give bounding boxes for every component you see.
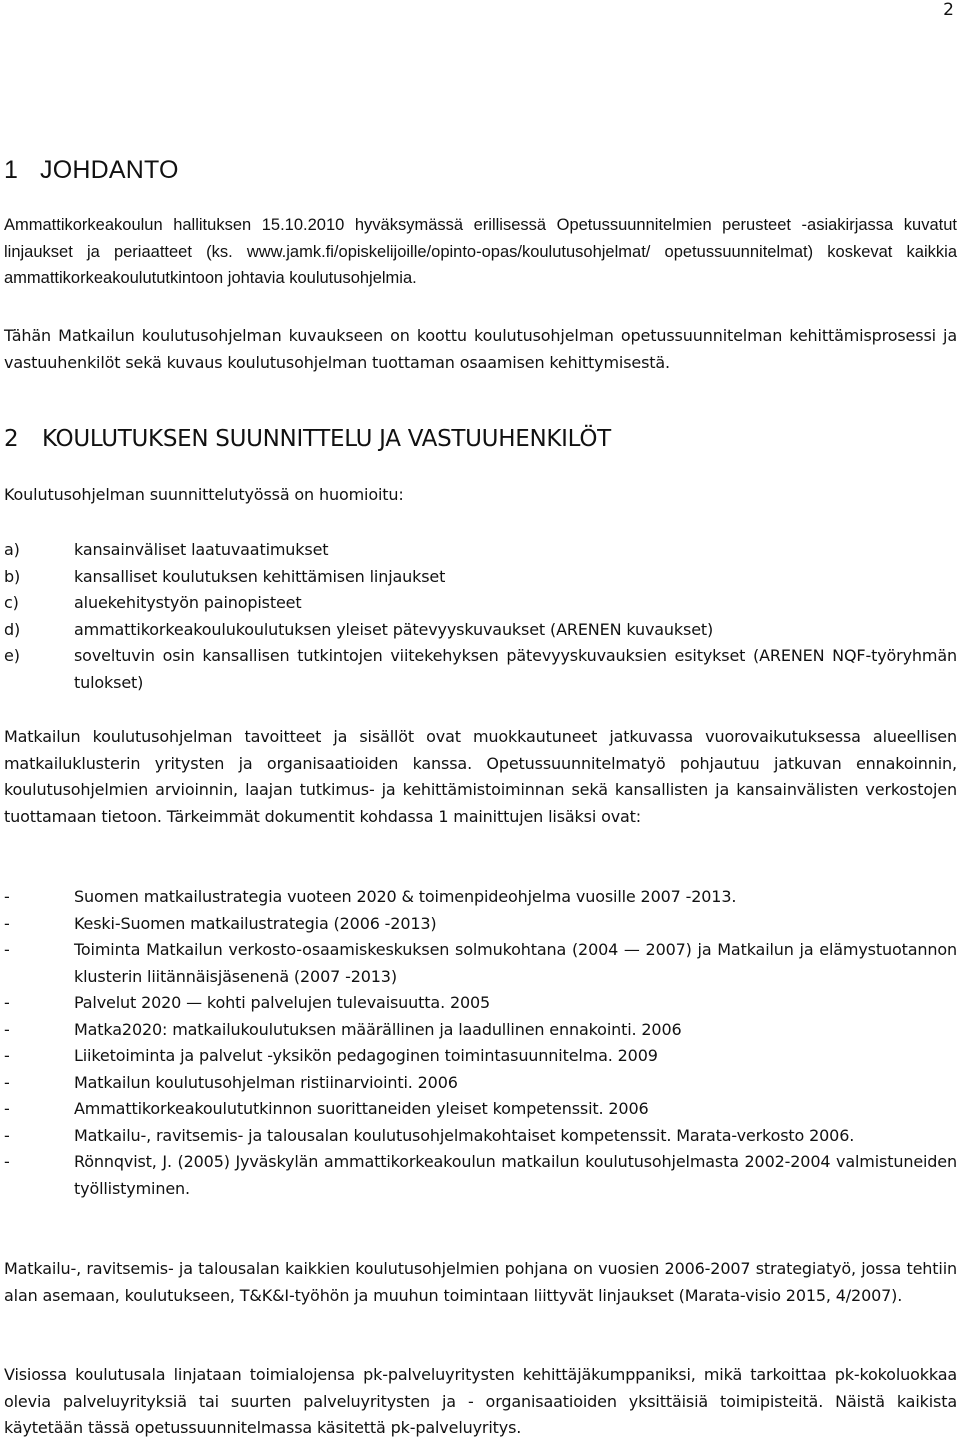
list-marker: a) <box>4 540 20 559</box>
list-item <box>4 643 957 696</box>
list-item <box>4 1043 957 1070</box>
considerations-list <box>4 537 957 696</box>
planning-intro: Koulutusohjelman suunnittelutyössä on huomioitu: <box>4 485 404 504</box>
list-item <box>4 911 957 938</box>
list-item <box>4 1070 957 1097</box>
list-item <box>4 1096 957 1123</box>
documents-list <box>4 884 957 1202</box>
section-1-title: JOHDANTO <box>40 156 179 184</box>
list-item <box>4 617 957 644</box>
section-2-title: KOULUTUKSEN SUUNNITTELU JA VASTUUHENKILÖT <box>42 426 611 452</box>
list-marker: - <box>4 1072 10 1092</box>
list-item-text: soveltuvin osin kansallisen tutkintojen viitekehyksen pätevyyskuvauksien esitykset (ARENEN NQF-työryhmän tulokset) <box>74 646 957 692</box>
list-item-text: Matka2020: matkailukoulutuksen määrällinen ja laadullinen ennakointi. 2006 <box>74 1019 682 1039</box>
list-item <box>4 937 957 990</box>
list-item-text: Keski-Suomen matkailustrategia (2006 -2013) <box>74 913 437 933</box>
list-item <box>4 1017 957 1044</box>
list-item <box>4 990 957 1017</box>
list-item-text: kansainväliset laatuvaatimukset <box>74 540 329 559</box>
list-item-text: Palvelut 2020 — kohti palvelujen tulevaisuutta. 2005 <box>74 993 491 1012</box>
list-item-text: Matkailu-, ravitsemis- ja talousalan koulutusohjelmakohtaiset kompetenssit. Marata-verkosto 2006. <box>74 1125 855 1145</box>
list-marker: - <box>4 887 10 906</box>
list-item-text: Matkailun koulutusohjelman ristiinarviointi. 2006 <box>74 1072 458 1092</box>
list-item-text: Ammattikorkeakoulututkinnon suorittaneiden yleiset kompetenssit. 2006 <box>74 1099 649 1118</box>
list-marker: - <box>4 1019 10 1039</box>
list-item-text: Liiketoiminta ja palvelut -yksikön pedagoginen toimintasuunnitelma. 2009 <box>74 1046 658 1065</box>
list-marker: - <box>4 940 10 959</box>
list-item <box>4 884 957 911</box>
list-item-text: Rönnqvist, J. (2005) Jyväskylän ammattikorkeakoulun matkailun koulutusohjelmasta 2002-2004 valmistuneiden työllistyminen. <box>74 1152 957 1198</box>
list-marker: c) <box>4 593 19 612</box>
page-number: 2 <box>943 0 954 20</box>
list-item-text: Suomen matkailustrategia vuoteen 2020 & toimenpideohjelma vuosille 2007 -2013. <box>74 887 737 906</box>
section-1-number: 1 <box>4 156 19 184</box>
goals-paragraph: Matkailun koulutusohjelman tavoitteet ja sisällöt ovat muokkautuneet jatkuvassa vuorovaikutuksessa alueellisen matkailuklusterin yritysten ja organisaatioiden kanssa. Opetussuunnitelmatyö pohjautuu jatkuvan ennakoinnin, koulutusohjelmien arvioinnin, laajan tutkimus- ja kehittämistoiminnan sekä kansallisten ja kansainvälisten verkostojen tuottamaan tietoon. Tärkeimmät dokumentit kohdassa 1 mainittujen lisäksi ovat: <box>4 727 957 826</box>
list-item <box>4 1123 957 1150</box>
list-marker: - <box>4 1046 10 1065</box>
strategy-paragraph: Matkailu-, ravitsemis- ja talousalan kaikkien koulutusohjelmien pohjana on vuosien 2006-2007 strategiatyö, jossa tehtiin alan asemaan, koulutukseen, T&K&I-työhön ja muuhun toimintaan liittyvät linjaukset (Marata-visio 2015, 4/2007). <box>4 1259 957 1305</box>
section-2-heading <box>4 424 611 454</box>
list-marker: e) <box>4 646 20 665</box>
scope-paragraph: Tähän Matkailun koulutusohjelman kuvaukseen on koottu koulutusohjelman opetussuunnitelman kehittämisprosessi ja vastuuhenkilöt sekä kuvaus koulutusohjelman tuottaman osaamisen kehittymisestä. <box>4 326 957 372</box>
section-2-number: 2 <box>4 426 19 452</box>
list-item-text: aluekehitystyön painopisteet <box>74 593 302 612</box>
list-item <box>4 537 957 564</box>
list-item-text: kansalliset koulutuksen kehittämisen linjaukset <box>74 566 446 586</box>
list-marker: - <box>4 1099 10 1118</box>
list-marker: b) <box>4 566 21 586</box>
list-item-text: ammattikorkeakoulukoulutuksen yleiset pätevyyskuvaukset (ARENEN kuvaukset) <box>74 619 714 639</box>
list-marker: - <box>4 993 10 1012</box>
list-item <box>4 1149 957 1202</box>
intro-paragraph: Ammattikorkeakoulun hallituksen 15.10.2010 hyväksymässä erillisessä Opetussuunnitelmien perusteet -asiakirjassa kuvatut linjaukset ja periaatteet (ks. www.jamk.fi/opiskelijoille/opinto-opas/koulutusohjelmat/ opetussuunnitelmat) koskevat kaikkia ammattikorkeakoulututkintoon johtavia koulutusohjelmia. <box>4 216 957 287</box>
list-item <box>4 564 957 591</box>
vision-paragraph: Visiossa koulutusala linjataan toimialojensa pk-palveluyritysten kehittäjäkumppaniksi, mikä tarkoittaa pk-kokoluokkaa olevia palveluyrityksiä tai suurten palveluyritysten ja - organisaatioiden yksittäisiä toimipisteitä. Näistä kaikista käytetään tässä opetussuunnitelmassa käsitettä pk-palveluyritys. <box>4 1365 957 1437</box>
list-item-text: Toiminta Matkailun verkosto-osaamiskeskuksen solmukohtana (2004 — 2007) ja Matkailun ja elämystuotannon klusterin liitännäisjäsenenä (2007 -2013) <box>74 940 957 986</box>
section-1-heading <box>4 155 179 185</box>
list-marker: d) <box>4 619 21 639</box>
list-marker: - <box>4 1125 10 1145</box>
list-marker: - <box>4 1152 10 1171</box>
list-item <box>4 590 957 617</box>
list-marker: - <box>4 913 10 933</box>
